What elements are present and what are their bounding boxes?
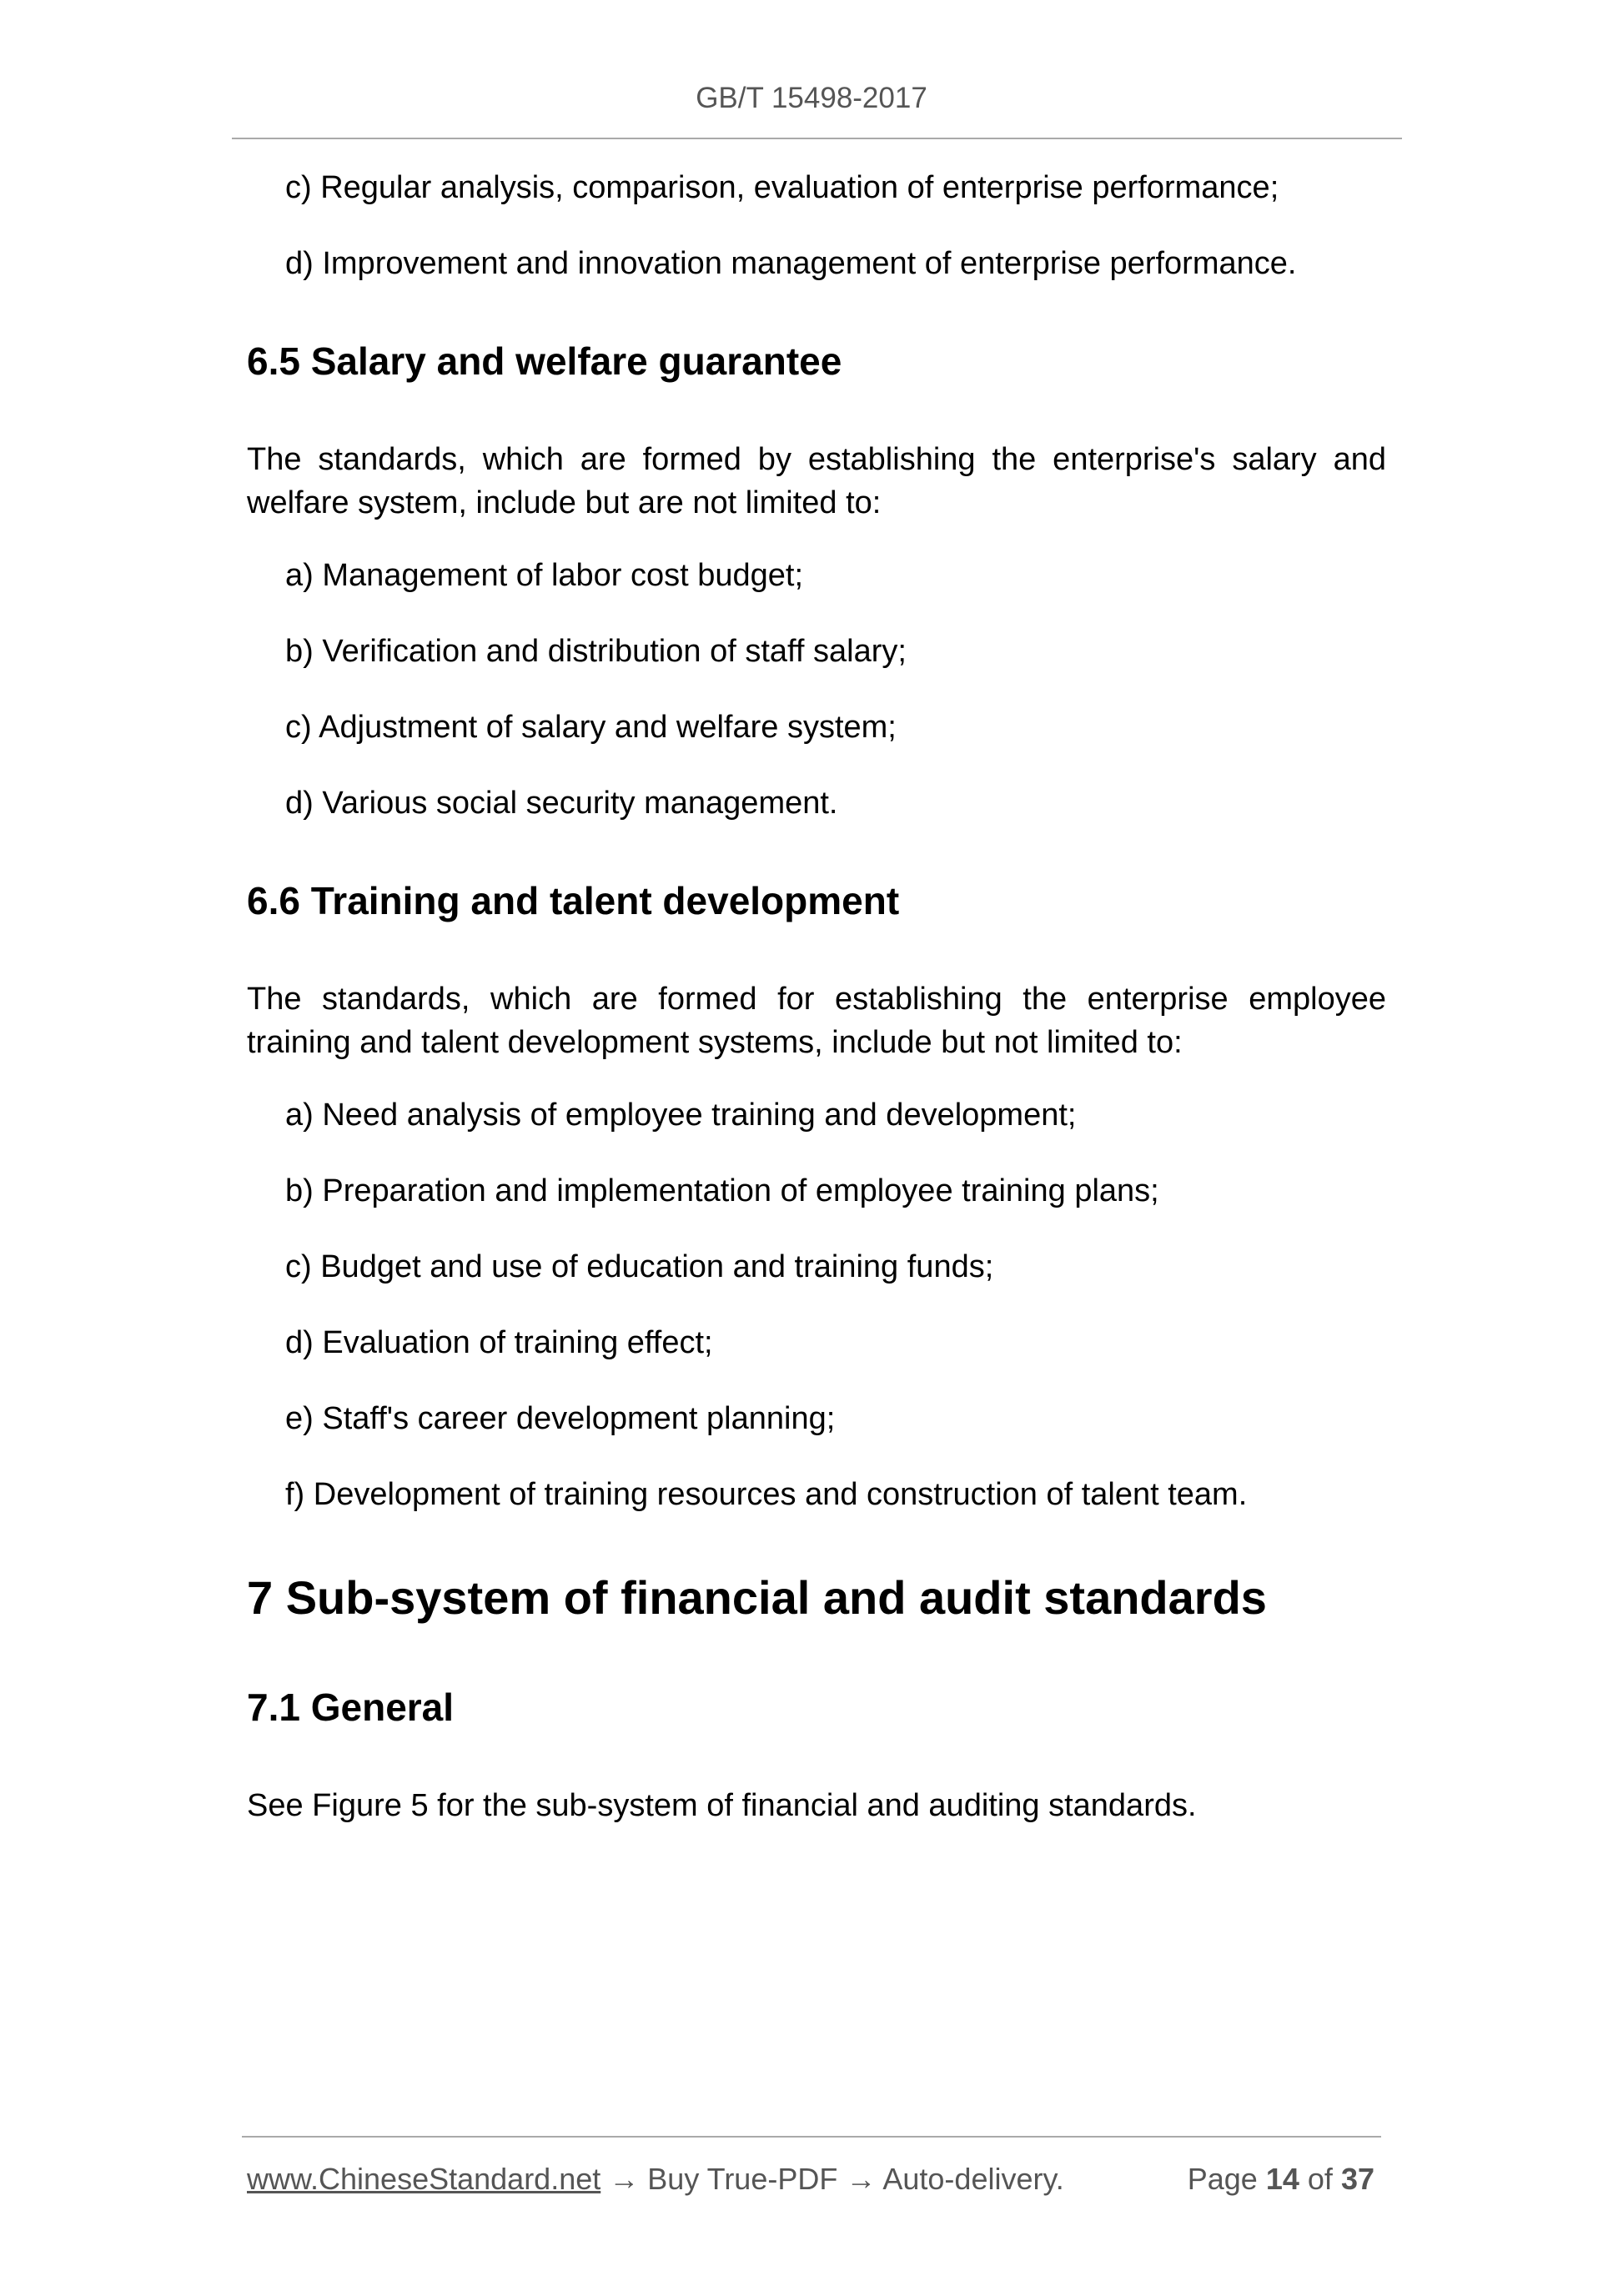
- site-link[interactable]: www.ChineseStandard.net: [247, 2162, 601, 2196]
- header-divider: [232, 138, 1402, 139]
- arrow-right-icon: →: [846, 2162, 877, 2196]
- page-current: 14: [1265, 2162, 1299, 2196]
- list-item-salary-a: a) Management of labor cost budget;: [285, 558, 804, 593]
- section-paragraph-6-6: The standards, which are formed for establishing the enterprise employee training and talent development systems, include but not limited to:: [247, 982, 1386, 1060]
- list-item-training-a: a) Need analysis of employee training and development;: [285, 1098, 1077, 1133]
- footer-promo: [247, 2158, 1064, 2200]
- footer-divider: [242, 2136, 1381, 2138]
- list-item-training-c: c) Budget and use of education and training funds;: [285, 1249, 994, 1284]
- list-item-training-e: e) Staff's career development planning;: [285, 1401, 836, 1436]
- document-body: [247, 167, 1386, 1857]
- of-label: of: [1307, 2162, 1333, 2196]
- list-item-salary-c: c) Adjustment of salary and welfare system;: [285, 710, 897, 745]
- document-code-header: GB/T 15498-2017: [696, 82, 927, 114]
- page-total: 37: [1340, 2162, 1374, 2196]
- section-heading-6-6: 6.6 Training and talent development: [247, 879, 900, 922]
- buy-text: Buy True-PDF: [647, 2162, 838, 2196]
- list-item-performance-c: c) Regular analysis, comparison, evaluation of enterprise performance;: [285, 170, 1279, 205]
- section-paragraph-6-5: The standards, which are formed by establishing the enterprise's salary and welfare system, include but are not limited to:: [247, 442, 1386, 520]
- list-item-training-f: f) Development of training resources and construction of talent team.: [285, 1477, 1248, 1512]
- chapter-heading-7: 7 Sub-system of financial and audit standards: [247, 1571, 1267, 1624]
- list-item-training-d: d) Evaluation of training effect;: [285, 1325, 713, 1360]
- list-item-performance-d: d) Improvement and innovation management of enterprise performance.: [285, 246, 1297, 281]
- arrow-right-icon: →: [609, 2162, 640, 2196]
- section-heading-6-5: 6.5 Salary and welfare guarantee: [247, 339, 842, 383]
- list-item-salary-d: d) Various social security management.: [285, 786, 838, 821]
- section-paragraph-7-1: See Figure 5 for the sub-system of financial and auditing standards.: [247, 1788, 1197, 1823]
- list-item-salary-b: b) Verification and distribution of staff salary;: [285, 634, 907, 669]
- page-label: Page: [1187, 2162, 1258, 2196]
- page-number: [1188, 2158, 1374, 2200]
- delivery-text: Auto-delivery.: [882, 2162, 1064, 2196]
- section-heading-7-1: 7.1 General: [247, 1686, 455, 1729]
- list-item-training-b: b) Preparation and implementation of employee training plans;: [285, 1173, 1159, 1208]
